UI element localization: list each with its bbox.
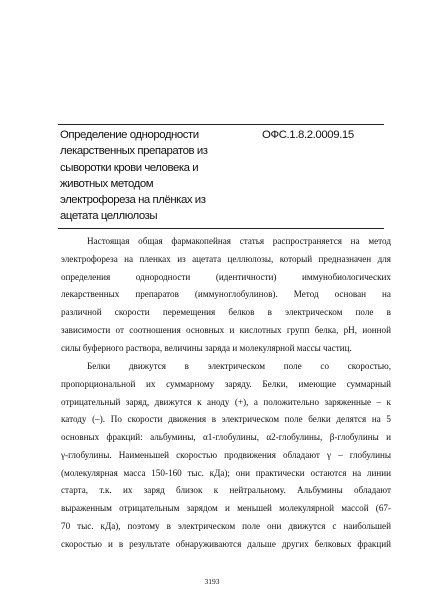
paragraph-line: (молекулярная масса 150-160 тыс. кДа); они практически остаются на линии [61,467,391,478]
header-top-rule [58,124,384,125]
page-number: 3193 [204,577,220,586]
paragraph-line: различной скорости перемещения белков в электрическом поле в [61,307,391,317]
paragraph-principle [61,358,391,553]
title-line: сыворотки крови человека и [60,161,199,174]
article-code: ОФС.1.8.2.0009.15 [262,129,354,141]
paragraph-line: катоду (–). По скорости движения в электрическом поле белки делятся на 5 [61,414,391,425]
paragraph-line: пропорциональной их суммарному заряду. Белки, имеющие суммарный [61,378,391,389]
paragraph-line: Настоящая общая фармакопейная статья распространяется на метод [87,236,391,246]
paragraph-line: 70 тыс. кДа), поэтому в электрическом поле они движутся с наибольшей [61,520,391,531]
paragraph-line: выраженным отрицательным зарядом и меньшей молекулярной массой (67- [61,503,391,513]
paragraph-line: электрофореза на пленках из ацетата целлюлозы, который предназначен для [61,253,391,264]
header-bottom-rule [58,228,384,229]
title-line: животных методом [60,177,154,190]
title-line: лекарственных препаратов из [60,145,208,158]
title-line: ацетата целлюлозы [60,210,158,223]
paragraph-line: лекарственных препаратов (иммуноглобулинов). Метод основан на [61,289,391,300]
paragraph-line: старта, т.к. их заряд близок к нейтральному. Альбумины обладают [61,485,391,496]
title-line: электрофореза на плёнках из [60,194,206,207]
paragraph-line: силы буферного раствора, величины заряда и молекулярной массы частиц. [61,342,352,353]
paragraph-line: скоростью и в результате обнаруживаются дальше других белковых фракций [61,538,391,549]
paragraph-line: γ-глобулины. Наименьшей скоростью продвижения обладают γ – глобулины [61,449,391,460]
article-title [60,127,238,225]
paragraph-scope [61,233,391,357]
paragraph-line: основных фракций: альбумины, α1-глобулины, α2-глобулины, β-глобулины и [61,432,391,442]
paragraph-line: Белки движутся в электрическом поле со скоростью, [87,361,391,371]
paragraph-line: зависимости от соотношения основных и кислотных групп белка, pH, ионной [61,324,391,335]
paragraph-line: отрицательный заряд, движутся к аноду (+), а положительно заряженные – к [61,396,391,407]
title-line: Определение однородности [60,129,199,141]
paragraph-line: определения однородности (идентичности) иммунобиологических [61,271,391,282]
